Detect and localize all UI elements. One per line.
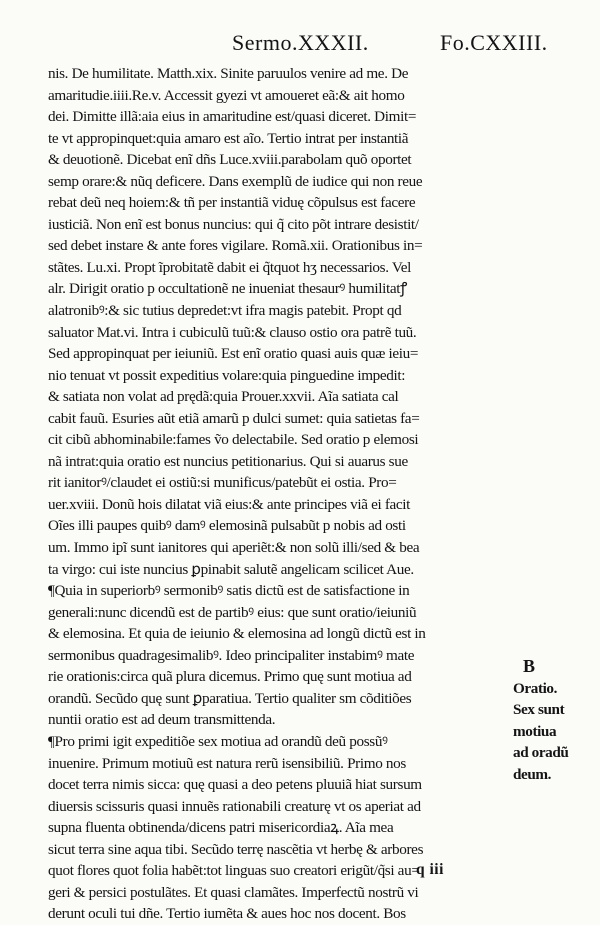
text-line: rit ianitorꝰ/claudet ei ostiũ:si munificus/patebũt ei ostia. Pro= xyxy=(48,474,397,492)
text-line: cabit fauũ. Esuries aũt etiã amarũ p dulci sumet: quia satietas fa= xyxy=(48,409,420,427)
text-line: te vt appropinquet:quia amaro est aĩo. Tertio intrat per instantiã xyxy=(48,129,409,147)
text-line: rie orationis:circa quã plura dicemus. Primo quę sunt motiua ad xyxy=(48,668,412,686)
main-text-column xyxy=(48,63,500,925)
text-line: uer.xviii. Donũ hois dilatat viã eius:& ante principes viã ei facit xyxy=(48,495,411,513)
margin-note-line: Sex sunt xyxy=(513,701,565,719)
text-line: nã intrat:quia oratio est nuncius petitionarius. Qui si auarus sue xyxy=(48,452,408,470)
text-line: sicut terra sine aqua tibi. Secũdo terrę nascẽtia vt herbę & arbores xyxy=(48,840,424,858)
margin-note-line: B xyxy=(523,656,535,676)
running-header xyxy=(0,30,600,56)
text-line: nuntii oratio est ad deum transmittenda. xyxy=(48,711,276,729)
text-line: generali:nunc dicendũ est de partibꝰ eius: que sunt oratio/ieiuniũ xyxy=(48,603,417,621)
text-line: cit cibũ abhominabile:fames ṽo delectabile. Sed oratio p elemosi xyxy=(48,431,419,449)
text-line: & satiata non volat ad prędã:quia Prouer.xxvii. Aĩa satiata cal xyxy=(48,388,399,406)
text-line: ta virgo: cui iste nuncius ꝑpinabit salutẽ angelicam scilicet Aue. xyxy=(48,560,414,578)
text-line: iusticiã. Non enĩ est bonus nuncius: qui q̃ cito põt intrare desistit/ xyxy=(48,215,419,233)
text-line: amaritudie.iiii.Re.v. Accessit gyezi vt amoueret eã:& ait homo xyxy=(48,86,405,104)
margin-note-line: motiua xyxy=(513,722,557,740)
header-sermon-number: Sermo.XXXII. xyxy=(232,30,369,55)
text-line: Sed appropinquat per ieiuniũ. Est enĩ oratio quasi auis quæ ieiu= xyxy=(48,345,419,363)
text-line: semp orare:& nũq deficere. Dans exemplũ de iudice qui non reue xyxy=(48,172,423,190)
text-line: alr. Dirigit oratio p occultationẽ ne inueniat thesaurꝰ humilitatꝭ xyxy=(48,280,407,298)
text-line: dei. Dimitte illã:aia eius in amaritudine est/quasi diceret. Dimit= xyxy=(48,108,417,126)
text-line: um. Immo ipĩ sunt ianitores qui aperiẽt:& non solũ illi/sed & bea xyxy=(48,539,420,557)
header-folio-number: Fo.CXXIII. xyxy=(440,30,548,55)
text-line: Oĩes illi paupes quibꝰ damꝰ elemosinã pulsabũt p nobis ad osti xyxy=(48,517,406,535)
text-line: sermonibus quadragesimalibꝰ. Ideo principaliter instabimꝰ mate xyxy=(48,646,415,664)
text-line: & elemosina. Et quia de ieiunio & elemosina ad longũ dictũ est in xyxy=(48,625,426,643)
text-line: supna fluenta obtinenda/dicens patri misericordiaꝝ. Aĩa mea xyxy=(48,819,394,837)
text-line: diuersis scissuris quasi innuẽs rationabili creaturę vt os aperiat ad xyxy=(48,797,421,815)
text-line: orandũ. Secũdo quę sunt ꝑparatiua. Tertio qualiter sm cõditiões xyxy=(48,689,412,707)
text-line: rebat deũ neq hoiem:& tñ per instantiã viduę cõpulsus est facere xyxy=(48,194,416,212)
marginal-note xyxy=(513,656,583,785)
text-line: derunt oculi tui dñe. Tertio iumẽta & aues hoc nos docent. Bos xyxy=(48,905,406,923)
margin-note-line: deum. xyxy=(513,765,552,783)
margin-note-line: Oratio. xyxy=(513,679,558,697)
text-line: ¶Quia in superiorbꝰ sermonibꝰ satis dictũ est de satisfactione in xyxy=(48,582,410,600)
text-line: sed debet instare & ante fores vigilare. Romã.xii. Orationibus in= xyxy=(48,237,423,255)
signature-mark: q iii xyxy=(416,861,444,878)
text-line: alatronibꝰ:& sic tutius depredet:vt ifra magis patebit. Propt qd xyxy=(48,302,402,320)
text-line: inuenire. Primum motiuũ est natura rerũ isensibiliũ. Primo nos xyxy=(48,754,406,772)
text-line: nio tenuat vt possit expeditius volare:quia pinguedine impedit: xyxy=(48,366,406,384)
text-line: & deuotionẽ. Dicebat enĩ dñs Luce.xviii.parabolam quõ oportet xyxy=(48,151,412,169)
text-line: ¶Pro primi igit expeditiõe sex motiua ad orandũ deũ possũꝰ xyxy=(48,732,388,750)
text-line: saluator Mat.vi. Intra i cubiculũ tuũ:& clauso ostio ora patrẽ tuũ. xyxy=(48,323,417,341)
margin-note-line: ad oradũ xyxy=(513,744,569,762)
text-line: docet terra nimis sicca: quę quasi a deo petens pluuiã hiat sursum xyxy=(48,776,422,794)
text-line: nis. De humilitate. Matth.xix. Sinite paruulos venire ad me. De xyxy=(48,65,409,82)
text-line: stãtes. Lu.xi. Propt ĩprobitatẽ dabit ei q̃tquot hʒ necessarios. Vel xyxy=(48,258,412,276)
text-line: geri & persici postulãtes. Et quasi clamãtes. Imperfectũ nostrũ vi xyxy=(48,883,419,901)
text-line: quot flores quot folia habẽt:tot linguas suo creatori erigũt/q̃si au= xyxy=(48,862,420,880)
